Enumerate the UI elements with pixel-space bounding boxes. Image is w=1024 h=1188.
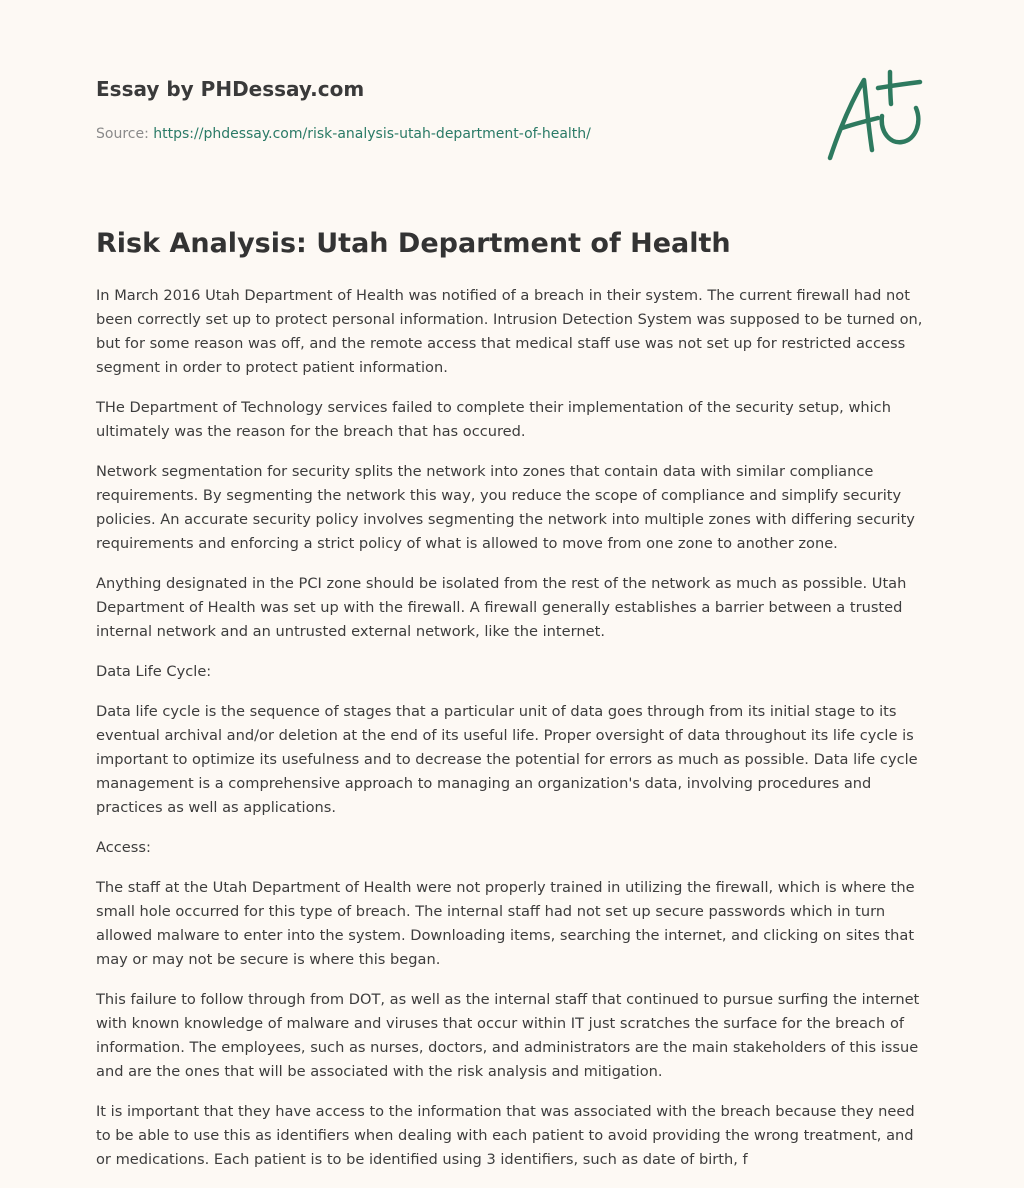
a-plus-logo-icon [820, 64, 930, 168]
paragraph: Data life cycle is the sequence of stages that a particular unit of data goes through from its initial stage to its eventual archival and/or deletion at the end of its useful life. Proper oversight of data throughout its life cycle is important to optimize its usefulness and to decrease the potential for errors as much as possible. Data life cycle management is a comprehensive approach to managing an organization's data, involving procedures and practices as well as applications. [96, 703, 918, 816]
paragraph: It is important that they have access to the information that was associated with the breach because they need to be able to use this as identifiers when dealing with each patient to avoid providing the wrong treatment, and or medications. Each patient is to be identified using 3 identifiers, such as date of birth, f [96, 1103, 915, 1168]
paragraph: This failure to follow through from DOT, as well as the internal staff that continued to pursue surfing the internet with known knowledge of malware and viruses that occur within IT just scratches the surface for the breach of information. The employees, such as nurses, doctors, and administrators are the main stakeholders of this issue and are the ones that will be associated with the risk analysis and mitigation. [96, 991, 920, 1080]
source-link[interactable]: https://phdessay.com/risk-analysis-utah-department-of-health/ [153, 126, 591, 142]
paragraph: The staff at the Utah Department of Health were not properly trained in utilizing the firewall, which is where the small hole occurred for this type of breach. The internal staff had not set up secure passwords which in turn allowed malware to enter into the system. Downloading items, searching the internet, and clicking on sites that may or may not be secure is where this began. [96, 879, 915, 968]
paragraph: THe Department of Technology services failed to complete their implementation of the security setup, which ultimately was the reason for the breach that has occured. [96, 399, 891, 440]
section-heading: Data Life Cycle: [96, 663, 212, 680]
essay-header [96, 74, 796, 144]
essay-body [96, 284, 930, 1188]
site-title: Essay by PHDessay.com [96, 77, 365, 101]
paragraph: Network segmentation for security splits the network into zones that contain data with similar compliance requirements. By segmenting the network this way, you reduce the scope of compliance and simplify security policies. An accurate security policy involves segmenting the network into multiple zones with differing security requirements and enforcing a strict policy of what is allowed to move from one zone to another zone. [96, 463, 915, 552]
source-label: Source: [96, 126, 149, 142]
paragraph: Anything designated in the PCI zone should be isolated from the rest of the network as much as possible. Utah Department of Health was set up with the firewall. A firewall generally establishes a barrier between a trusted internal network and an untrusted external network, like the internet. [96, 575, 907, 640]
source-line [96, 124, 796, 144]
paragraph: In March 2016 Utah Department of Health was notified of a breach in their system. The current firewall had not been correctly set up to protect personal information. Intrusion Detection System was supposed to be turned on, but for some reason was off, and the remote access that medical staff use was not set up for restricted access segment in order to protect patient information. [96, 287, 923, 376]
section-heading: Access: [96, 839, 151, 856]
essay-title: Risk Analysis: Utah Department of Health [96, 228, 731, 259]
